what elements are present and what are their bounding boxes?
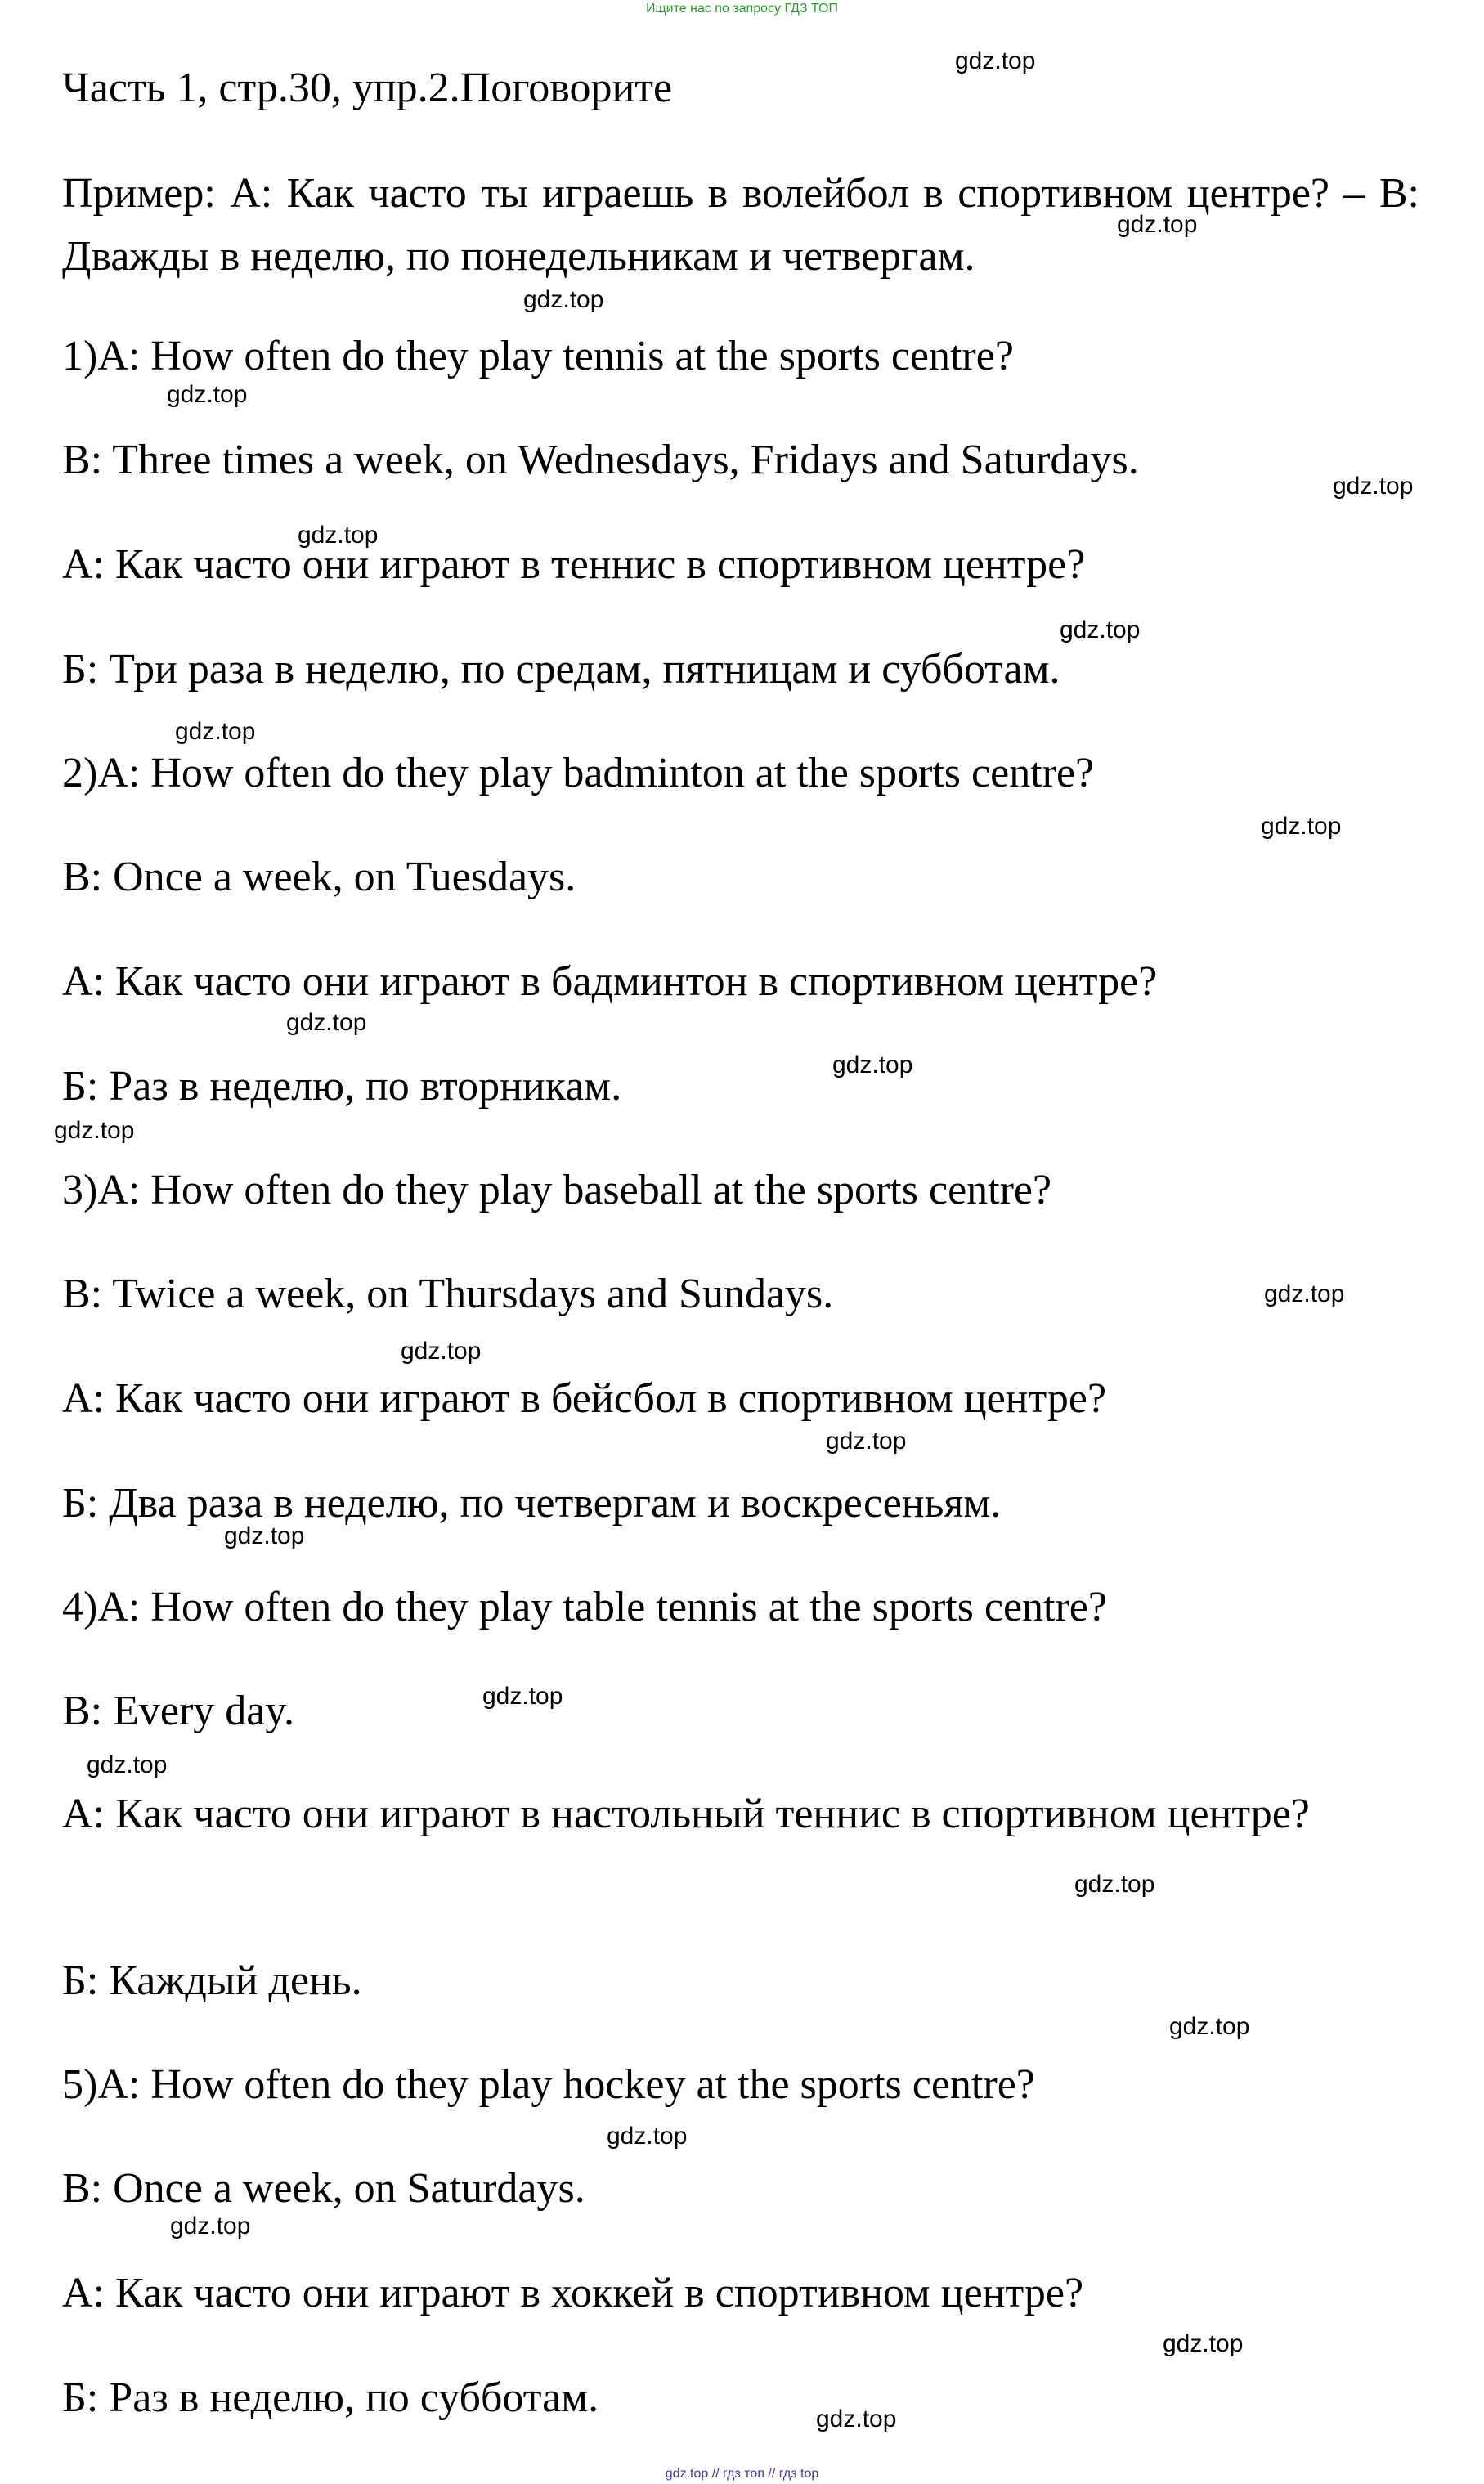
example-paragraph: Пример: А: Как часто ты играешь в волейбол в спортивном центре? – В: Дважды в неделю, по понедельникам и четвергам.: [62, 170, 1419, 280]
bottom-banner: gdz.top // гдз топ // гдз top: [665, 2467, 819, 2481]
watermark: gdz.top: [523, 286, 604, 313]
watermark: gdz.top: [955, 47, 1036, 74]
watermark: gdz.top: [1264, 1280, 1345, 1307]
line-1b-answer-ru: Б: Три раза в неделю, по средам, пятницам и субботам.: [62, 646, 1060, 693]
line-2a-question: 2)A: How often do they play badminton at the sports centre?: [62, 750, 1095, 796]
line-3a-question: 3)A: How often do they play baseball at the sports centre?: [62, 1167, 1052, 1213]
line-3a-question-ru: А: Как часто они играют в бейсбол в спортивном центре?: [62, 1375, 1107, 1422]
watermark: gdz.top: [87, 1751, 168, 1778]
exercise-heading: Часть 1, стр.30, упр.2.Поговорите: [62, 65, 673, 111]
watermark: gdz.top: [1169, 2013, 1250, 2040]
watermark: gdz.top: [401, 1338, 482, 1365]
line-5a-question: 5)A: How often do they play hockey at the sports centre?: [62, 2061, 1035, 2108]
line-5b-answer: B: Once a week, on Saturdays.: [62, 2165, 585, 2212]
watermark: gdz.top: [832, 1051, 913, 1078]
line-1b-answer: B: Three times a week, on Wednesdays, Fridays and Saturdays.: [62, 437, 1139, 483]
watermark: gdz.top: [1261, 813, 1342, 840]
line-2b-answer-ru: Б: Раз в неделю, по вторникам.: [62, 1063, 622, 1110]
watermark: gdz.top: [224, 1522, 305, 1549]
watermark: gdz.top: [1074, 1871, 1155, 1898]
line-3b-answer-ru: Б: Два раза в неделю, по четвергам и воскресеньям.: [62, 1480, 1002, 1527]
watermark: gdz.top: [1333, 473, 1414, 500]
line-2a-question-ru: А: Как часто они играют в бадминтон в спортивном центре?: [62, 958, 1158, 1005]
watermark: gdz.top: [175, 718, 256, 745]
line-4a-question-ru: А: Как часто они играют в настольный теннис в спортивном центре?: [62, 1791, 1310, 1837]
line-2b-answer: B: Once a week, on Tuesdays.: [62, 854, 576, 900]
watermark: gdz.top: [816, 2406, 897, 2432]
watermark: gdz.top: [826, 1428, 907, 1455]
watermark: gdz.top: [607, 2123, 688, 2150]
line-4b-answer-ru: Б: Каждый день.: [62, 1957, 362, 2004]
line-1a-question-ru: А: Как часто они играют в теннис в спортивном центре?: [62, 541, 1086, 588]
watermark: gdz.top: [167, 381, 248, 408]
watermark: gdz.top: [298, 522, 379, 549]
watermark: gdz.top: [54, 1117, 135, 1144]
watermark: gdz.top: [482, 1683, 563, 1710]
watermark: gdz.top: [1060, 617, 1141, 643]
line-4b-answer: B: Every day.: [62, 1688, 294, 1734]
watermark: gdz.top: [170, 2213, 251, 2240]
line-4a-question: 4)A: How often do they play table tennis at the sports centre?: [62, 1584, 1107, 1630]
line-5a-question-ru: А: Как часто они играют в хоккей в спортивном центре?: [62, 2270, 1084, 2316]
watermark: gdz.top: [286, 1009, 367, 1036]
line-5b-answer-ru: Б: Раз в неделю, по субботам.: [62, 2374, 599, 2421]
line-1a-question: 1)A: How often do they play tennis at the sports centre?: [62, 333, 1014, 379]
watermark: gdz.top: [1117, 211, 1198, 238]
line-3b-answer: B: Twice a week, on Thursdays and Sundays.: [62, 1271, 834, 1317]
watermark: gdz.top: [1163, 2330, 1244, 2357]
top-banner: Ищите нас по запросу ГДЗ ТОП: [646, 2, 838, 16]
